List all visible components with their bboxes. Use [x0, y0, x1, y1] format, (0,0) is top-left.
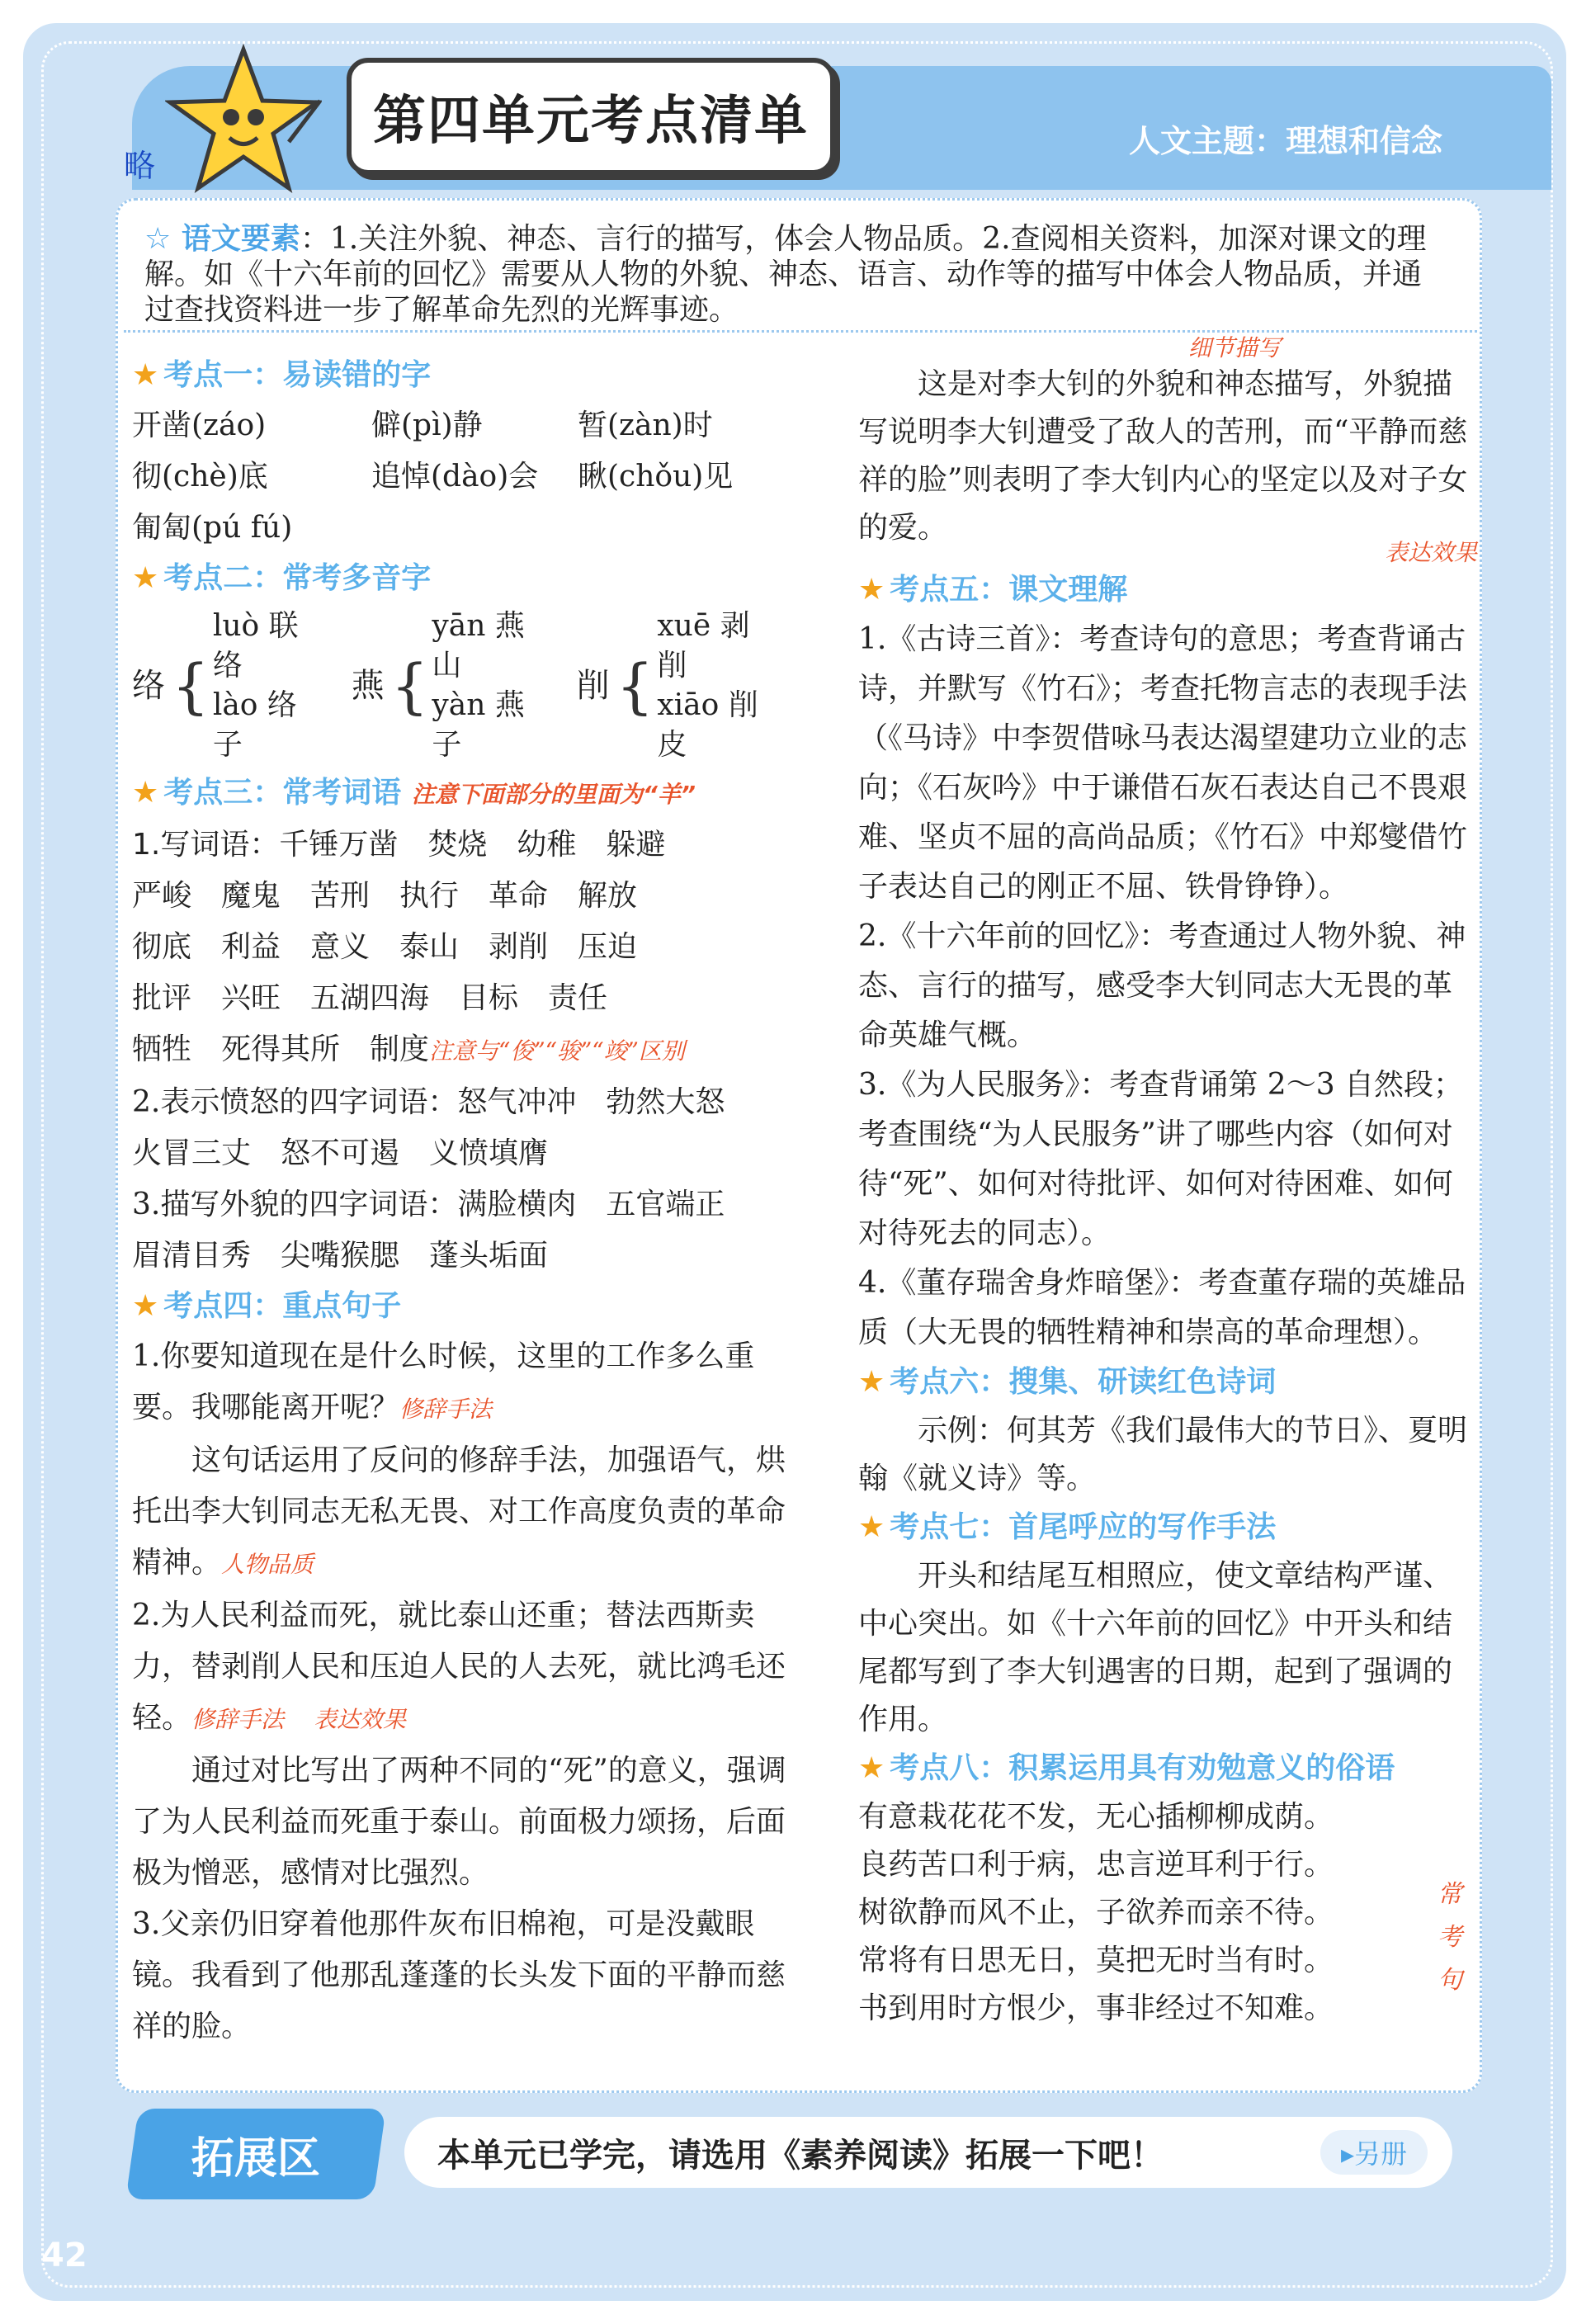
section-heading — [858, 1503, 1477, 1552]
word: 僻(pì)静 — [371, 409, 483, 442]
sentence — [132, 1590, 809, 1745]
extension-badge — [125, 2109, 385, 2199]
paragraph: 1.《古诗三首》：考查诗句的意思；考查背诵古诗，并默写《竹石》；考查托物言志的表现手法（《马诗》中李贺借咏马表达渴望建功立业的志向；《石灰吟》中于谦借石灰石表达自己不畏艰难、坚贞不屈的高尚品质；《竹石》中郑燮借竹子表达自己的刚正不屈、铁骨铮铮）。 — [858, 622, 1468, 904]
explanation: 通过对比写出了两种不同的“死”的意义，强调了为人民利益而死重于泰山。前面极力颂扬，后面极为憎恶，感情对比强烈。 — [132, 1754, 786, 1890]
star-icon: ★ — [858, 1751, 885, 1785]
word-row — [132, 400, 809, 451]
vocab-line: 3.描写外貌的四字词语：满脸横肉 五官端正 — [132, 1188, 725, 1221]
intro-label: 语文要素 — [181, 222, 300, 256]
word-row — [132, 503, 809, 554]
extension-area — [132, 2100, 1469, 2199]
reading: xiāo 削皮 — [657, 688, 758, 762]
vocab-line: 彻底 利益 意义 泰山 剥削 压迫 — [132, 930, 638, 964]
section-title: 考点七：首尾呼应的写作手法 — [890, 1510, 1277, 1544]
sentence-text: 1.你要知道现在是什么时候，这里的工作多么重要。我哪能离开呢？ — [132, 1339, 755, 1424]
handwritten-note: 常考句 — [1438, 1880, 1462, 1995]
lue-mark: 略 — [124, 148, 156, 184]
sentence-text: 2.为人民利益而死，就比泰山还重；替法西斯卖力，替剥削人民和压迫人民的人去死，就比鸿毛还轻。 — [132, 1599, 786, 1735]
polyphone-row — [132, 607, 809, 765]
word: 匍匐(pú fú) — [132, 511, 293, 545]
section-title: 考点一：易读错的字 — [163, 358, 432, 392]
sentence — [132, 1331, 809, 1435]
section-heading — [858, 1358, 1477, 1407]
word: 开凿(záo) — [132, 409, 267, 442]
polyphone-char: 燕 — [351, 667, 385, 705]
vocab-line: 眉清目秀 尖嘴猴腮 蓬头垢面 — [132, 1239, 549, 1273]
section-title: 考点八：积累运用具有劝勉意义的俗语 — [890, 1751, 1395, 1785]
proverb: 书到用时方恨少，事非经过不知难。 — [858, 1991, 1334, 2025]
word: 彻(chè)底 — [132, 460, 268, 494]
vocab-line: 严峻 魔鬼 苦刑 执行 革命 解放 — [132, 879, 638, 913]
left-column — [132, 351, 809, 2052]
reading: lào 络子 — [212, 688, 297, 762]
star-icon: ★ — [858, 573, 885, 607]
handwritten-note: 修辞手法 — [399, 1396, 493, 1423]
paragraph: 4.《董存瑞舍身炸暗堡》：考查董存瑞的英雄品质（大无畏的牺牲精神和崇高的革命理想）。 — [858, 1266, 1466, 1349]
handwritten-note: 注意与“俊”“骏”“竣”区别 — [429, 1037, 685, 1065]
section-heading — [132, 768, 809, 820]
word: 瞅(chǒu)见 — [578, 460, 734, 494]
handwritten-note: 注意下面部分的里面为“羊” — [411, 781, 696, 808]
explanation — [132, 1435, 809, 1590]
page-number: 42 — [41, 2237, 87, 2274]
vocab-line — [132, 1024, 809, 1077]
polyphone-readings — [432, 607, 536, 765]
sentence: 3.父亲仍旧穿着他那件灰布旧棉袍，可是没戴眼镜。我看到了他那乱蓬蓬的长头发下面的平静而慈祥的脸。 — [132, 1907, 786, 2043]
star-icon: ★ — [132, 776, 159, 810]
section-title: 考点三：常考词语 — [163, 776, 402, 810]
vocab-line: 1.写词语：千锤万凿 焚烧 幼稚 躲避 — [132, 828, 666, 862]
theme-label: 人文主题：理想和信念 — [1128, 123, 1442, 159]
reading: xuē 剥削 — [657, 609, 750, 683]
proverb: 良药苦口利于病，忠言逆耳利于行。 — [858, 1848, 1334, 1882]
star-icon: ★ — [132, 358, 159, 392]
section-heading — [858, 565, 1477, 615]
word: 暂(zàn)时 — [578, 409, 713, 442]
proverb: 常将有日思无日，莫把无时当有时。 — [858, 1944, 1334, 1977]
section-title: 考点二：常考多音字 — [163, 561, 432, 595]
polyphone-readings — [213, 607, 312, 765]
proverb: 有意栽花花不发，无心插柳柳成荫。 — [858, 1800, 1334, 1834]
intro-star-icon: ☆ — [144, 222, 182, 256]
proverb: 树欲静而风不止，子欲养而亲不待。 — [858, 1896, 1334, 1930]
handwritten-note: 修辞手法 — [191, 1706, 285, 1733]
handwritten-note: 表达效果 — [1384, 539, 1477, 566]
word: 追悼(dào)会 — [371, 460, 539, 494]
handwritten-note: 人物品质 — [221, 1551, 314, 1578]
section-heading — [132, 1282, 809, 1331]
handwritten-note: 细节描写 — [1188, 334, 1282, 361]
section-heading — [858, 1744, 1477, 1793]
section-title: 考点六：搜集、研读红色诗词 — [890, 1365, 1277, 1399]
star-icon: ★ — [132, 1289, 159, 1323]
reading: yān 燕山 — [432, 609, 525, 683]
reading: yàn 燕子 — [432, 688, 525, 762]
handwritten-note: 表达效果 — [314, 1706, 407, 1733]
polyphone-char: 络 — [132, 667, 165, 705]
section-heading — [132, 554, 809, 603]
divider — [124, 330, 1477, 333]
intro-block — [144, 221, 1448, 328]
explanation: 这是对李大钊的外貌和神态描写，外貌描写说明李大钊遭受了敌人的苦刑，而“平静而慈祥的脸”则表明了李大钊内心的坚定以及对子女的爱。 — [858, 367, 1468, 545]
intro-text: ：1.关注外貌、神态、言行的描写，体会人物品质。2.查阅相关资料，加深对课文的理解。如《十六年前的回忆》需要从人物的外貌、神态、语言、动作等的描写中体会人物品质，并通过查找资料进一步了解革命先烈的光辉事迹。 — [144, 222, 1427, 327]
star-icon: ★ — [858, 1365, 885, 1399]
explanation-text: 这句话运用了反问的修辞手法，加强语气，烘托出李大钊同志无私无畏、对工作高度负责的革命精神。 — [132, 1443, 786, 1580]
extension-text: 本单元已学完，请选用《素养阅读》拓展一下吧！ — [437, 2136, 1164, 2175]
section-heading — [132, 351, 809, 400]
reading: luò 联络 — [212, 609, 299, 683]
star-mascot-icon — [165, 43, 322, 200]
vocab-line: 火冒三丈 怒不可遏 义愤填膺 — [132, 1136, 549, 1170]
brace-icon: { — [616, 651, 654, 720]
vocab-text: 牺牲 死得其所 制度 — [132, 1032, 430, 1066]
polyphone-char: 削 — [576, 667, 610, 705]
star-icon: ★ — [858, 1510, 885, 1544]
section-title: 考点四：重点句子 — [163, 1289, 402, 1323]
paragraph: 3.《为人民服务》：考查背诵第 2～3 自然段；考查围绕“为人民服务”讲了哪些内容（如何对待“死”、如何对待批评、如何对待困难、如何对待死去的同志）。 — [858, 1068, 1464, 1250]
word-row — [132, 451, 809, 503]
title-box — [347, 58, 835, 175]
star-icon: ★ — [132, 561, 159, 595]
polyphone-readings — [657, 607, 769, 765]
paragraph: 2.《十六年前的回忆》：考查通过人物外貌、神态、言行的描写，感受李大钊同志大无畏的革命英雄气概。 — [858, 919, 1466, 1052]
paragraph: 示例：何其芳《我们最伟大的节日》、夏明翰《就义诗》等。 — [858, 1414, 1468, 1495]
vocab-line: 2.表示愤怒的四字词语：怒气冲冲 勃然大怒 — [132, 1085, 725, 1119]
right-column — [858, 334, 1477, 2033]
extension-badge-label: 拓展区 — [191, 2133, 320, 2184]
separate-booklet-button[interactable]: ▸另册 — [1320, 2130, 1428, 2175]
section-title: 考点五：课文理解 — [890, 573, 1128, 607]
page-title: 第四单元考点清单 — [373, 91, 809, 152]
paragraph: 开头和结尾互相照应，使文章结构严谨、中心突出。如《十六年前的回忆》中开头和结尾都写到了李大钊遇害的日期，起到了强调的作用。 — [858, 1559, 1453, 1736]
extension-bar — [404, 2117, 1452, 2188]
brace-icon: { — [390, 651, 429, 720]
brace-icon: { — [172, 651, 210, 720]
vocab-line: 批评 兴旺 五湖四海 目标 责任 — [132, 981, 608, 1015]
